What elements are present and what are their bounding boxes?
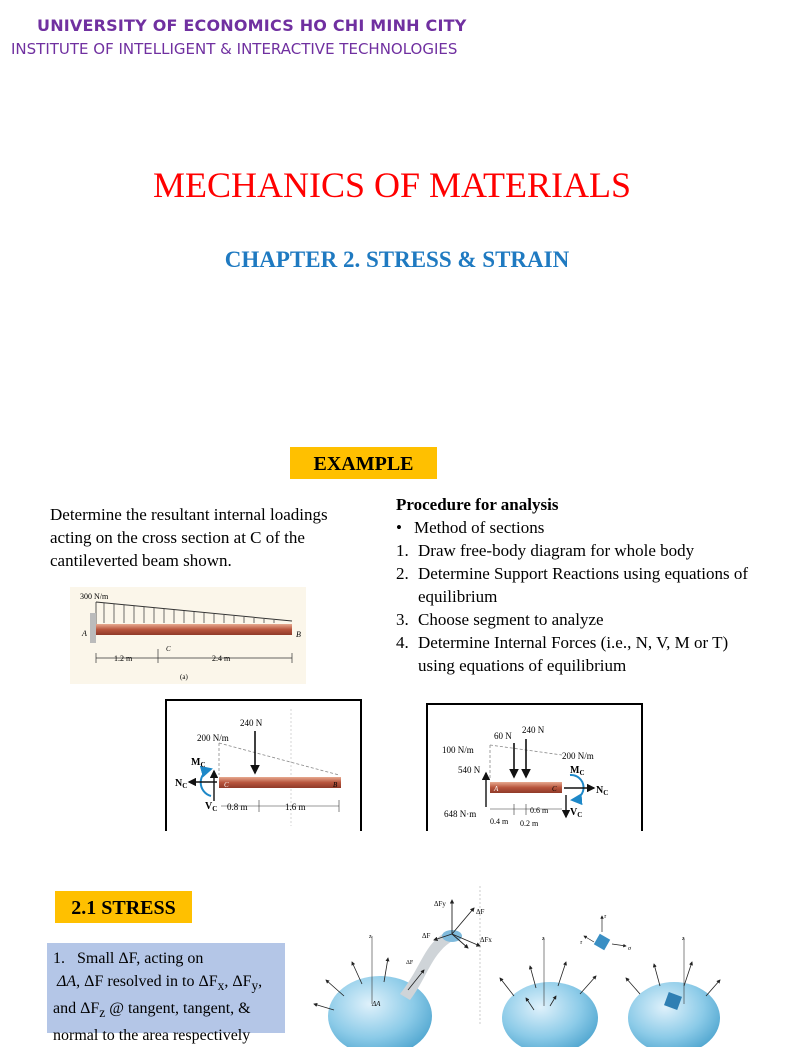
chapter-title: CHAPTER 2. STRESS & STRAIN xyxy=(224,247,570,272)
stress-line-1: 1. Small ΔF, acting on xyxy=(53,950,204,967)
dimension-left: 1.2 m xyxy=(114,654,133,663)
force-label-dfz: ΔF xyxy=(422,932,431,940)
force-label-df: ΔF xyxy=(406,960,414,966)
stress-line-3: and $\Delta F_z$ @ tangent, tangent, & xyxy=(53,1000,251,1021)
moment-label: $M_C$ xyxy=(191,757,206,769)
beam-segment xyxy=(219,777,341,788)
load-label: 200 N/m xyxy=(197,733,229,743)
beam-figure-a xyxy=(70,587,306,684)
shear-force-label: $V_C$ xyxy=(205,801,218,813)
axis-z-label-3: z xyxy=(682,936,685,942)
point-c-label: C xyxy=(166,645,171,653)
stress-element xyxy=(580,914,632,952)
bullet-text: Method of sections xyxy=(414,518,545,537)
load-label: 300 N/m xyxy=(80,592,109,601)
sigma-label: σ xyxy=(628,946,631,952)
area-label: ΔA xyxy=(372,1000,381,1008)
reaction-label: 540 N xyxy=(458,765,481,775)
moment-label: $M_C$ xyxy=(570,765,585,777)
institute-name: INSTITUTE OF INTELLIGENT & INTERACTIVE TECHNOLOGIES xyxy=(11,40,458,58)
stress-line-2: ΔA, ΔF resolved in to $\Delta F_x$, $\Delta F_y$, xyxy=(57,973,263,994)
free-body-diagram-c xyxy=(428,705,641,831)
beam-diagram-a xyxy=(70,587,306,684)
point-a-label: A xyxy=(82,629,87,638)
procedure-step xyxy=(396,631,756,677)
step-number: 2. xyxy=(396,564,409,583)
point-b-label: B xyxy=(296,630,301,639)
point-a-label: A xyxy=(494,785,499,793)
tau-label: τ xyxy=(580,940,583,946)
load-left-label: 100 N/m xyxy=(442,745,474,755)
step-text: Draw free-body diagram for whole body xyxy=(418,541,695,560)
normal-force-label: $N_C$ xyxy=(596,785,609,797)
step-number: 4. xyxy=(396,633,409,652)
bullet-symbol: • xyxy=(396,518,402,537)
procedure-step xyxy=(396,608,756,631)
body-2 xyxy=(502,982,598,1047)
beam xyxy=(96,624,292,635)
reaction-moment-label: 648 N·m xyxy=(444,809,477,819)
free-body-figure-c xyxy=(426,703,643,831)
procedure-list xyxy=(396,493,756,677)
step-number: 3. xyxy=(396,610,409,629)
stress-line-4: normal to the area respectively xyxy=(53,1027,251,1045)
example-label: EXAMPLE xyxy=(290,447,437,479)
normal-force-label: $N_C$ xyxy=(175,778,188,790)
dimension-right: 1.6 m xyxy=(285,802,306,812)
force1-label: 60 N xyxy=(494,731,512,741)
procedure-step xyxy=(396,562,756,608)
force-label-df-top: ΔF xyxy=(476,908,485,916)
step-text: Choose segment to analyze xyxy=(418,610,604,629)
free-body-figure-b xyxy=(165,699,362,831)
axis-z-label: z xyxy=(369,934,372,940)
distributed-load-arrows xyxy=(104,603,274,623)
stress-body-diagram xyxy=(304,886,724,1024)
dimension-c: 0.2 m xyxy=(520,819,539,828)
dimension-a: 0.4 m xyxy=(490,817,509,826)
course-title: MECHANICS OF MATERIALS xyxy=(152,165,632,205)
point-b-label: B xyxy=(333,781,338,789)
force2-label: 240 N xyxy=(522,725,545,735)
figure-caption: (a) xyxy=(180,673,188,681)
shear-force-label: $V_C$ xyxy=(570,807,583,819)
force-label-dfx: ΔFx xyxy=(480,936,492,944)
step-number: 1. xyxy=(396,541,409,560)
procedure-step xyxy=(396,539,756,562)
dimension-left: 0.8 m xyxy=(227,802,248,812)
load-right-label: 200 N/m xyxy=(562,751,594,761)
procedure-heading: Procedure for analysis xyxy=(396,495,559,514)
stress-explanation xyxy=(47,943,285,1045)
tau-label-2: τ xyxy=(604,914,607,920)
step-text: Determine Internal Forces (i.e., N, V, M or T) using equations of equilibrium xyxy=(418,633,729,675)
procedure-bullet xyxy=(396,516,756,539)
step-text: Determine Support Reactions using equations of equilibrium xyxy=(418,564,749,606)
force-label-dfy: ΔFy xyxy=(434,900,446,908)
section-label: 2.1 STRESS xyxy=(55,891,192,923)
dimension-b: 0.6 m xyxy=(530,806,549,815)
free-body-diagram-b xyxy=(167,701,360,831)
university-name: UNIVERSITY OF ECONOMICS HO CHI MINH CITY xyxy=(37,16,467,35)
body-3 xyxy=(628,982,720,1047)
force-label: 240 N xyxy=(240,718,263,728)
stress-body-figure xyxy=(304,886,724,1024)
axis-z-label-2: z xyxy=(542,936,545,942)
point-c-label: C xyxy=(552,785,557,793)
problem-statement: Determine the resultant internal loadings acting on the cross section at C of the cantileverted beam shown. xyxy=(50,505,328,570)
dimension-right: 2.4 m xyxy=(212,654,231,663)
point-c-label: C xyxy=(224,781,229,789)
